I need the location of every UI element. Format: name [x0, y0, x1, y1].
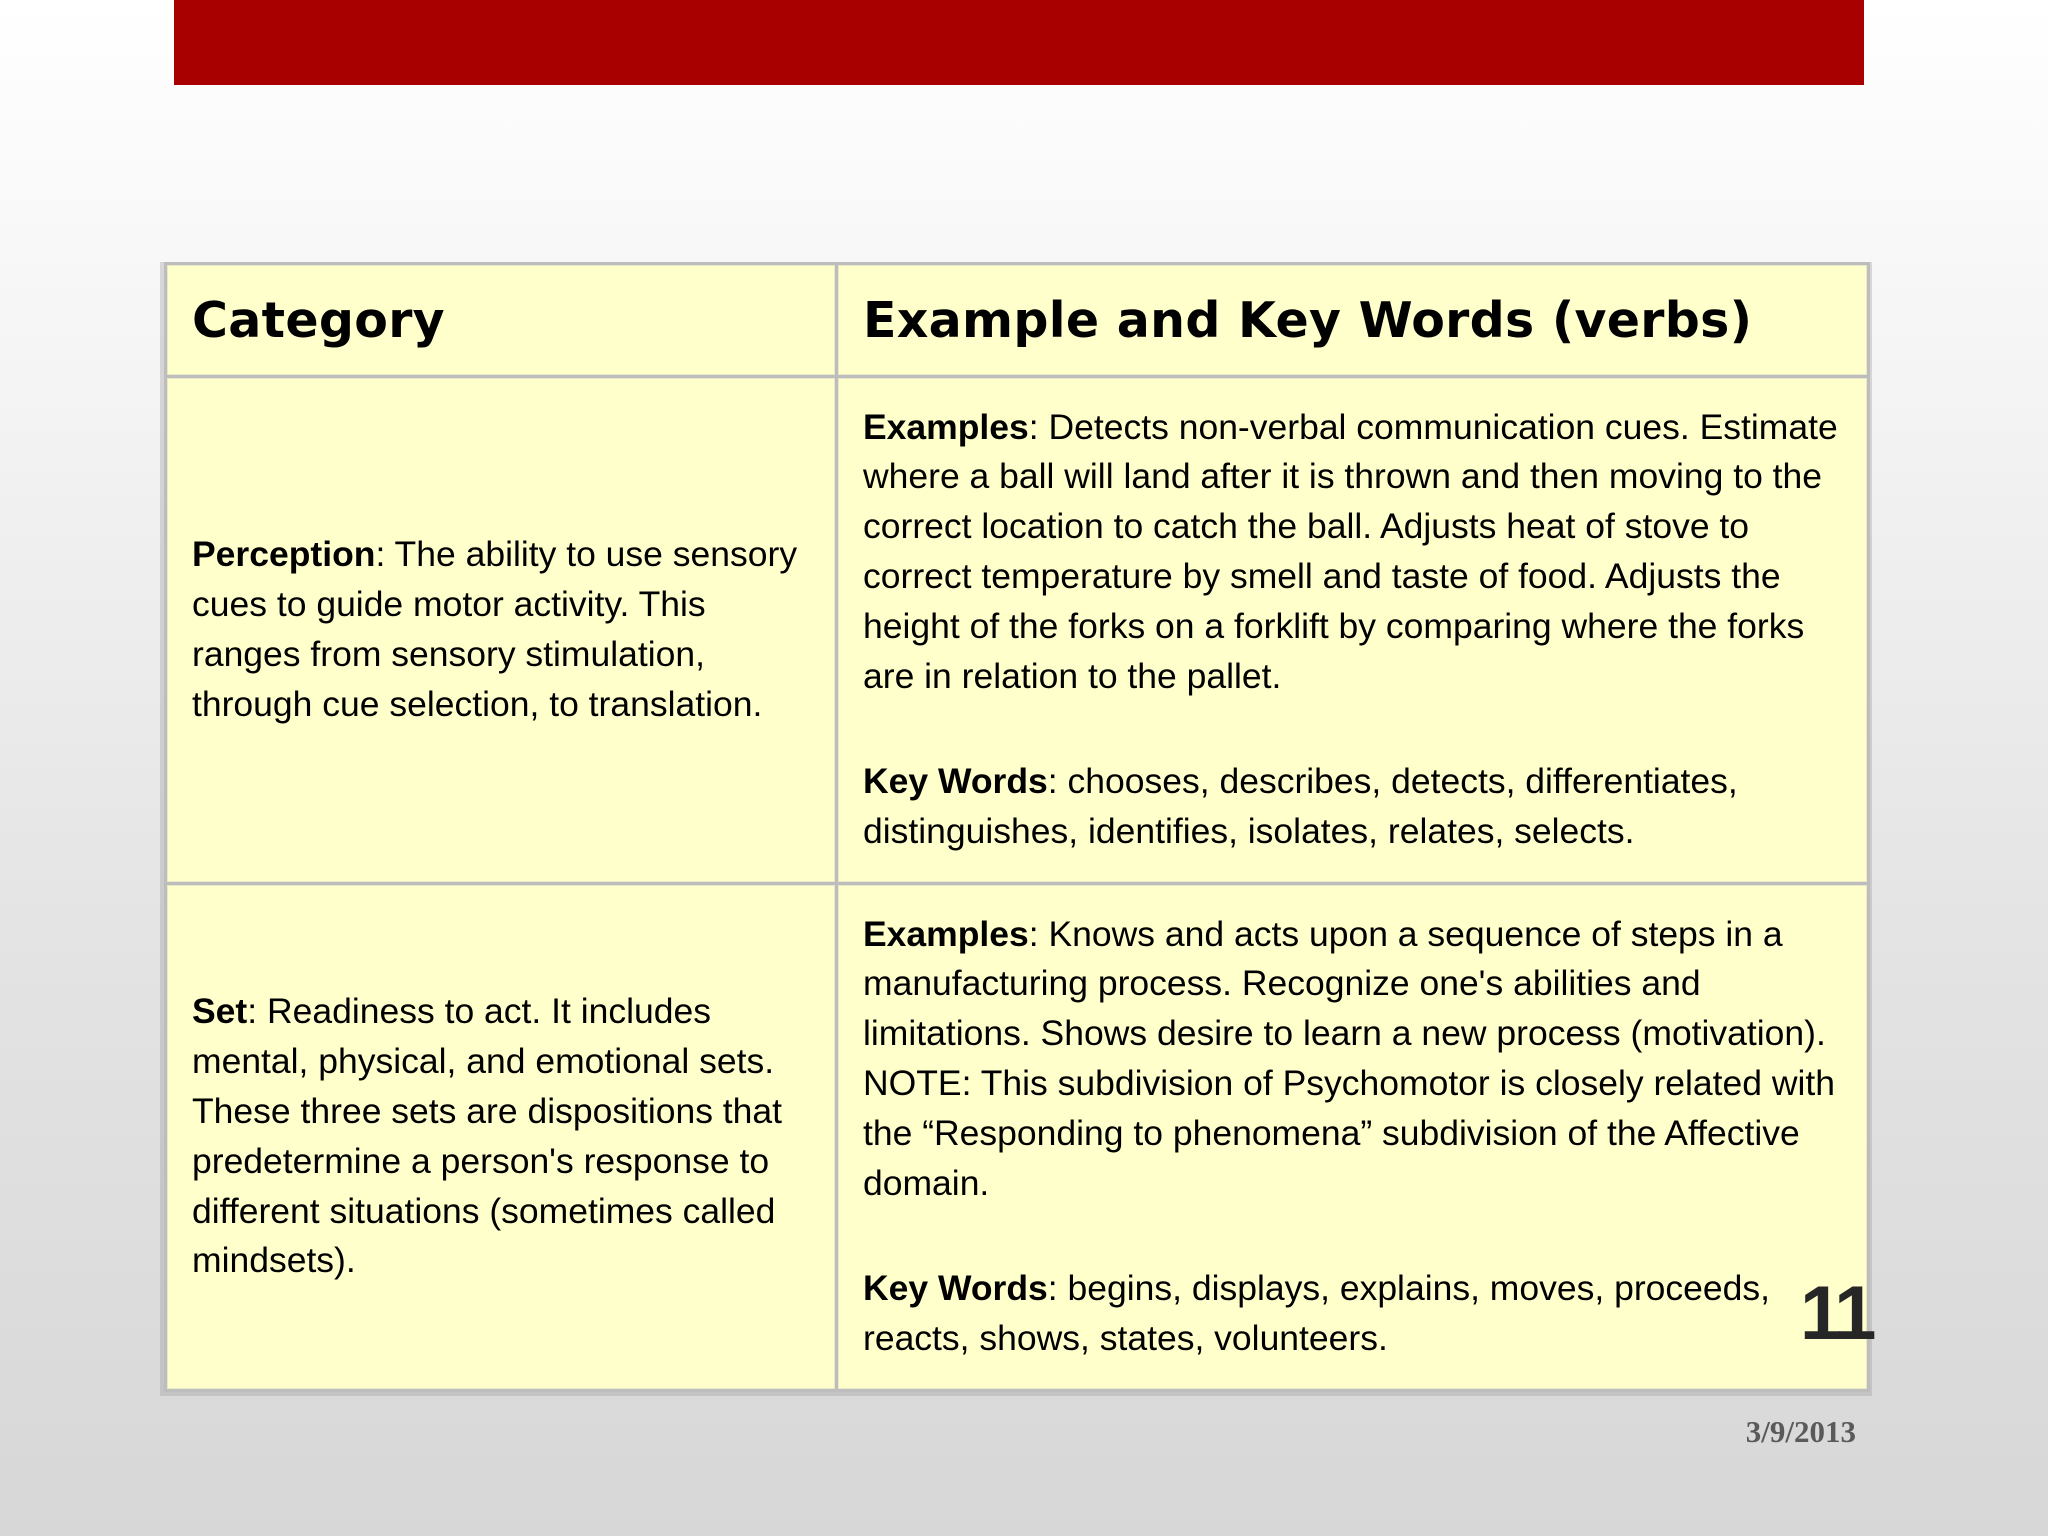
slide-date: 3/9/2013	[1745, 1414, 1856, 1449]
examples-text: : Knows and acts upon a sequence of steps in a manufacturing process. Recognize one's abilities and limitations. Shows desire to learn a new process (motivation). NOTE: This subdivision of Psychomotor is closely related with the “Responding to phenomena” subdivision of the Affective domain.	[863, 913, 1836, 1203]
keywords-label: Key Words	[863, 761, 1048, 802]
examples-cell	[838, 378, 1867, 881]
slide-number: 11	[1800, 1271, 1873, 1356]
category-header: Category	[167, 265, 835, 375]
keywords-paragraph	[863, 757, 1852, 857]
paragraph-spacer	[863, 1208, 1852, 1264]
keywords-label: Key Words	[863, 1268, 1048, 1309]
category-description	[192, 530, 820, 729]
table-row-perception	[167, 378, 1867, 881]
examples-label: Examples	[863, 406, 1029, 447]
category-term: Perception	[192, 534, 376, 575]
examples-paragraph	[863, 910, 1852, 1209]
keywords-text: : chooses, describes, detects, differentiates, distinguishes, identifies, isolates, relates, selects.	[863, 761, 1738, 852]
category-definition: : The ability to use sensory cues to guide motor activity. This ranges from sensory stimulation, through cue selection, to translation.	[192, 534, 798, 724]
table-header-row	[167, 265, 1867, 375]
examples-text: : Detects non-verbal communication cues. Estimate where a ball will land after it is thrown and then moving to the correct location to catch the ball. Adjusts heat of stove to correct temperature by smell and taste of food. Adjusts the height of the forks on a forklift by comparing where the forks are in relation to the pallet.	[863, 406, 1838, 696]
keywords-paragraph	[863, 1264, 1852, 1364]
paragraph-spacer	[863, 701, 1852, 757]
examples-header: Example and Key Words (verbs)	[838, 265, 1867, 375]
category-cell	[167, 378, 835, 881]
title-accent-bar	[174, 0, 1864, 85]
table-row-set	[167, 885, 1867, 1389]
category-definition: : Readiness to act. It includes mental, physical, and emotional sets. These three sets are dispositions that predetermine a person's response to different situations (sometimes called mindsets).	[192, 991, 783, 1281]
keywords-text: : begins, displays, explains, moves, proceeds, reacts, shows, states, volunteers.	[863, 1268, 1770, 1359]
category-table	[164, 262, 1873, 1392]
category-description	[192, 987, 820, 1286]
examples-paragraph	[863, 403, 1852, 702]
category-term: Set	[192, 991, 248, 1032]
category-cell	[167, 885, 835, 1389]
examples-cell	[838, 885, 1867, 1389]
examples-label: Examples	[863, 913, 1029, 954]
